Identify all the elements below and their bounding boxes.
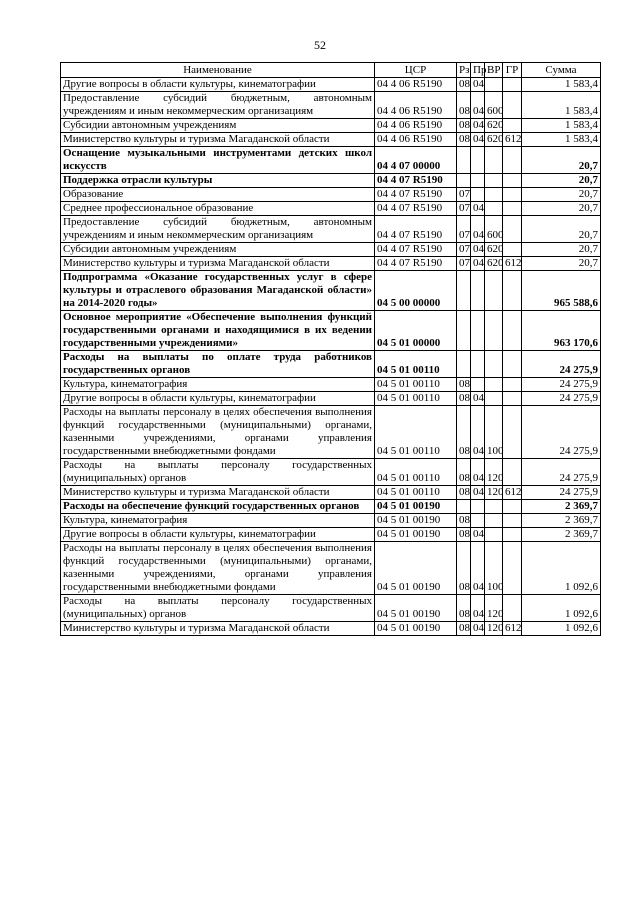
cell-vr: 100 bbox=[485, 406, 503, 459]
cell-gr: 612 bbox=[503, 622, 522, 636]
table-row bbox=[61, 147, 601, 174]
cell-vr bbox=[485, 271, 503, 311]
cell-rz: 07 bbox=[457, 216, 471, 243]
cell-pr: 04 bbox=[471, 406, 485, 459]
cell-gr bbox=[503, 311, 522, 351]
cell-vr bbox=[485, 514, 503, 528]
cell-sum: 20,7 bbox=[522, 174, 601, 188]
cell-rz: 08 bbox=[457, 392, 471, 406]
cell-csr: 04 5 01 00190 bbox=[375, 514, 457, 528]
cell-sum: 24 275,9 bbox=[522, 378, 601, 392]
cell-vr bbox=[485, 528, 503, 542]
cell-vr: 620 bbox=[485, 257, 503, 271]
cell-vr bbox=[485, 202, 503, 216]
cell-gr bbox=[503, 459, 522, 486]
cell-vr: 100 bbox=[485, 542, 503, 595]
cell-vr bbox=[485, 378, 503, 392]
header-pr: Пр bbox=[471, 63, 485, 78]
cell-gr bbox=[503, 188, 522, 202]
cell-gr: 612 bbox=[503, 486, 522, 500]
cell-vr bbox=[485, 174, 503, 188]
header-gr: ГР bbox=[503, 63, 522, 78]
table-row bbox=[61, 202, 601, 216]
cell-name: Расходы на выплаты персоналу в целях обеспечения выполнения функций государственными (муниципальными) органами, казенными учреждениями, органами управления государственными внебюджетными фондами bbox=[61, 406, 375, 459]
cell-rz bbox=[457, 500, 471, 514]
cell-pr: 04 bbox=[471, 119, 485, 133]
cell-name: Другие вопросы в области культуры, кинематографии bbox=[61, 528, 375, 542]
cell-sum: 1 583,4 bbox=[522, 133, 601, 147]
cell-name: Основное мероприятие «Обеспечение выполнения функций государственными органами и находящимися в их ведении государственными учреждениями» bbox=[61, 311, 375, 351]
cell-csr: 04 5 01 00110 bbox=[375, 351, 457, 378]
cell-gr: 612 bbox=[503, 133, 522, 147]
cell-name: Предоставление субсидий бюджетным, автономным учреждениям и иным некоммерческим организациям bbox=[61, 216, 375, 243]
cell-pr: 04 bbox=[471, 595, 485, 622]
table-row bbox=[61, 174, 601, 188]
cell-gr bbox=[503, 392, 522, 406]
table-row bbox=[61, 392, 601, 406]
table-row bbox=[61, 271, 601, 311]
cell-pr bbox=[471, 174, 485, 188]
cell-csr: 04 4 07 00000 bbox=[375, 147, 457, 174]
table-row bbox=[61, 351, 601, 378]
cell-csr: 04 4 07 R5190 bbox=[375, 174, 457, 188]
table-body bbox=[61, 78, 601, 636]
cell-pr: 04 bbox=[471, 622, 485, 636]
budget-table bbox=[60, 62, 601, 636]
cell-pr bbox=[471, 271, 485, 311]
cell-rz: 08 bbox=[457, 622, 471, 636]
cell-vr bbox=[485, 392, 503, 406]
cell-sum: 20,7 bbox=[522, 202, 601, 216]
cell-name: Поддержка отрасли культуры bbox=[61, 174, 375, 188]
cell-gr bbox=[503, 92, 522, 119]
cell-name: Субсидии автономным учреждениям bbox=[61, 119, 375, 133]
cell-sum: 20,7 bbox=[522, 147, 601, 174]
cell-sum: 1 092,6 bbox=[522, 622, 601, 636]
cell-csr: 04 4 07 R5190 bbox=[375, 202, 457, 216]
cell-name: Другие вопросы в области культуры, кинематографии bbox=[61, 392, 375, 406]
cell-name: Министерство культуры и туризма Магаданской области bbox=[61, 133, 375, 147]
cell-name: Расходы на обеспечение функций государственных органов bbox=[61, 500, 375, 514]
table-row bbox=[61, 133, 601, 147]
cell-csr: 04 4 06 R5190 bbox=[375, 133, 457, 147]
table-row bbox=[61, 188, 601, 202]
header-vr: ВР bbox=[485, 63, 503, 78]
cell-rz: 08 bbox=[457, 133, 471, 147]
cell-rz: 08 bbox=[457, 406, 471, 459]
cell-rz: 07 bbox=[457, 188, 471, 202]
cell-gr bbox=[503, 147, 522, 174]
cell-name: Оснащение музыкальными инструментами детских школ искусств bbox=[61, 147, 375, 174]
cell-pr: 04 bbox=[471, 257, 485, 271]
table-row bbox=[61, 119, 601, 133]
cell-pr bbox=[471, 514, 485, 528]
header-name: Наименование bbox=[61, 63, 375, 78]
cell-sum: 1 583,4 bbox=[522, 92, 601, 119]
cell-sum: 20,7 bbox=[522, 243, 601, 257]
cell-vr bbox=[485, 311, 503, 351]
cell-csr: 04 4 06 R5190 bbox=[375, 119, 457, 133]
cell-gr bbox=[503, 243, 522, 257]
cell-pr: 04 bbox=[471, 202, 485, 216]
cell-vr bbox=[485, 188, 503, 202]
cell-pr: 04 bbox=[471, 392, 485, 406]
cell-sum: 2 369,7 bbox=[522, 500, 601, 514]
cell-rz: 08 bbox=[457, 92, 471, 119]
table-row bbox=[61, 92, 601, 119]
cell-rz bbox=[457, 147, 471, 174]
cell-vr: 120 bbox=[485, 486, 503, 500]
cell-rz: 08 bbox=[457, 378, 471, 392]
cell-name: Министерство культуры и туризма Магаданской области bbox=[61, 257, 375, 271]
cell-pr: 04 bbox=[471, 78, 485, 92]
cell-csr: 04 5 01 00110 bbox=[375, 406, 457, 459]
cell-rz: 07 bbox=[457, 257, 471, 271]
table-row bbox=[61, 378, 601, 392]
cell-gr bbox=[503, 595, 522, 622]
cell-rz: 08 bbox=[457, 595, 471, 622]
cell-pr: 04 bbox=[471, 92, 485, 119]
cell-vr: 600 bbox=[485, 92, 503, 119]
cell-name: Образование bbox=[61, 188, 375, 202]
cell-gr bbox=[503, 514, 522, 528]
table-row bbox=[61, 257, 601, 271]
cell-csr: 04 5 01 00110 bbox=[375, 392, 457, 406]
cell-name: Расходы на выплаты персоналу государственных (муниципальных) органов bbox=[61, 595, 375, 622]
cell-gr bbox=[503, 202, 522, 216]
table-row bbox=[61, 459, 601, 486]
cell-csr: 04 5 01 00190 bbox=[375, 528, 457, 542]
cell-sum: 1 583,4 bbox=[522, 78, 601, 92]
cell-name: Другие вопросы в области культуры, кинематографии bbox=[61, 78, 375, 92]
cell-rz: 08 bbox=[457, 459, 471, 486]
cell-sum: 1 092,6 bbox=[522, 595, 601, 622]
cell-csr: 04 4 07 R5190 bbox=[375, 243, 457, 257]
cell-vr: 120 bbox=[485, 459, 503, 486]
cell-vr bbox=[485, 500, 503, 514]
cell-pr: 04 bbox=[471, 486, 485, 500]
cell-csr: 04 5 01 00190 bbox=[375, 500, 457, 514]
cell-pr bbox=[471, 500, 485, 514]
cell-csr: 04 5 00 00000 bbox=[375, 271, 457, 311]
cell-name: Культура, кинематография bbox=[61, 514, 375, 528]
table-row bbox=[61, 500, 601, 514]
cell-name: Предоставление субсидий бюджетным, автономным учреждениям и иным некоммерческим организациям bbox=[61, 92, 375, 119]
cell-csr: 04 5 01 00190 bbox=[375, 595, 457, 622]
cell-name: Министерство культуры и туризма Магаданской области bbox=[61, 486, 375, 500]
cell-sum: 963 170,6 bbox=[522, 311, 601, 351]
cell-pr: 04 bbox=[471, 459, 485, 486]
table-row bbox=[61, 542, 601, 595]
cell-rz: 07 bbox=[457, 243, 471, 257]
cell-name: Культура, кинематография bbox=[61, 378, 375, 392]
cell-gr bbox=[503, 378, 522, 392]
cell-rz: 08 bbox=[457, 486, 471, 500]
table-row bbox=[61, 528, 601, 542]
cell-rz bbox=[457, 174, 471, 188]
cell-gr bbox=[503, 406, 522, 459]
cell-pr bbox=[471, 378, 485, 392]
cell-pr: 04 bbox=[471, 133, 485, 147]
cell-vr: 620 bbox=[485, 243, 503, 257]
table-row bbox=[61, 514, 601, 528]
cell-name: Подпрограмма «Оказание государственных услуг в сфере культуры и отраслевого образования Магаданской области» на 2014-2020 годы» bbox=[61, 271, 375, 311]
cell-rz: 08 bbox=[457, 542, 471, 595]
cell-sum: 1 092,6 bbox=[522, 542, 601, 595]
cell-vr: 120 bbox=[485, 595, 503, 622]
cell-rz: 08 bbox=[457, 78, 471, 92]
cell-rz: 07 bbox=[457, 202, 471, 216]
cell-csr: 04 4 06 R5190 bbox=[375, 78, 457, 92]
cell-csr: 04 4 07 R5190 bbox=[375, 216, 457, 243]
cell-csr: 04 5 01 00110 bbox=[375, 459, 457, 486]
cell-sum: 2 369,7 bbox=[522, 514, 601, 528]
cell-sum: 20,7 bbox=[522, 188, 601, 202]
table-header-row bbox=[61, 63, 601, 78]
cell-gr bbox=[503, 542, 522, 595]
cell-pr: 04 bbox=[471, 216, 485, 243]
cell-vr: 620 bbox=[485, 119, 503, 133]
cell-gr bbox=[503, 174, 522, 188]
cell-pr bbox=[471, 147, 485, 174]
table-row bbox=[61, 595, 601, 622]
cell-rz bbox=[457, 351, 471, 378]
cell-gr bbox=[503, 528, 522, 542]
cell-sum: 24 275,9 bbox=[522, 486, 601, 500]
cell-rz bbox=[457, 271, 471, 311]
cell-gr bbox=[503, 78, 522, 92]
cell-vr: 120 bbox=[485, 622, 503, 636]
cell-pr bbox=[471, 351, 485, 378]
cell-sum: 24 275,9 bbox=[522, 351, 601, 378]
cell-rz: 08 bbox=[457, 528, 471, 542]
cell-csr: 04 5 01 00110 bbox=[375, 378, 457, 392]
cell-csr: 04 4 07 R5190 bbox=[375, 257, 457, 271]
cell-sum: 2 369,7 bbox=[522, 528, 601, 542]
cell-vr bbox=[485, 78, 503, 92]
cell-gr bbox=[503, 271, 522, 311]
cell-csr: 04 5 01 00110 bbox=[375, 486, 457, 500]
cell-sum: 20,7 bbox=[522, 216, 601, 243]
table-row bbox=[61, 243, 601, 257]
cell-sum: 24 275,9 bbox=[522, 392, 601, 406]
cell-gr bbox=[503, 216, 522, 243]
cell-name: Расходы на выплаты персоналу государственных (муниципальных) органов bbox=[61, 459, 375, 486]
cell-pr: 04 bbox=[471, 542, 485, 595]
cell-sum: 24 275,9 bbox=[522, 459, 601, 486]
cell-sum: 20,7 bbox=[522, 257, 601, 271]
cell-sum: 1 583,4 bbox=[522, 119, 601, 133]
cell-rz bbox=[457, 311, 471, 351]
table-row bbox=[61, 406, 601, 459]
cell-vr: 620 bbox=[485, 133, 503, 147]
table-row bbox=[61, 216, 601, 243]
cell-gr: 612 bbox=[503, 257, 522, 271]
header-rz: Рз bbox=[457, 63, 471, 78]
cell-gr bbox=[503, 500, 522, 514]
cell-gr bbox=[503, 351, 522, 378]
cell-pr: 04 bbox=[471, 243, 485, 257]
cell-vr bbox=[485, 351, 503, 378]
cell-rz: 08 bbox=[457, 119, 471, 133]
cell-csr: 04 5 01 00000 bbox=[375, 311, 457, 351]
cell-pr: 04 bbox=[471, 528, 485, 542]
cell-csr: 04 4 06 R5190 bbox=[375, 92, 457, 119]
cell-name: Расходы на выплаты персоналу в целях обеспечения выполнения функций государственными (муниципальными) органами, казенными учреждениями, органами управления государственными внебюджетными фондами bbox=[61, 542, 375, 595]
header-sum: Сумма bbox=[522, 63, 601, 78]
cell-name: Среднее профессиональное образование bbox=[61, 202, 375, 216]
cell-sum: 24 275,9 bbox=[522, 406, 601, 459]
cell-name: Министерство культуры и туризма Магаданской области bbox=[61, 622, 375, 636]
table-row bbox=[61, 486, 601, 500]
cell-vr: 600 bbox=[485, 216, 503, 243]
table-row bbox=[61, 311, 601, 351]
header-csr: ЦСР bbox=[375, 63, 457, 78]
cell-csr: 04 5 01 00190 bbox=[375, 622, 457, 636]
page-number: 52 bbox=[314, 38, 326, 52]
cell-vr bbox=[485, 147, 503, 174]
cell-pr bbox=[471, 311, 485, 351]
cell-pr bbox=[471, 188, 485, 202]
table-row bbox=[61, 622, 601, 636]
cell-csr: 04 4 07 R5190 bbox=[375, 188, 457, 202]
cell-name: Субсидии автономным учреждениям bbox=[61, 243, 375, 257]
cell-csr: 04 5 01 00190 bbox=[375, 542, 457, 595]
cell-name: Расходы на выплаты по оплате труда работников государственных органов bbox=[61, 351, 375, 378]
cell-sum: 965 588,6 bbox=[522, 271, 601, 311]
cell-gr bbox=[503, 119, 522, 133]
cell-rz: 08 bbox=[457, 514, 471, 528]
table-row bbox=[61, 78, 601, 92]
